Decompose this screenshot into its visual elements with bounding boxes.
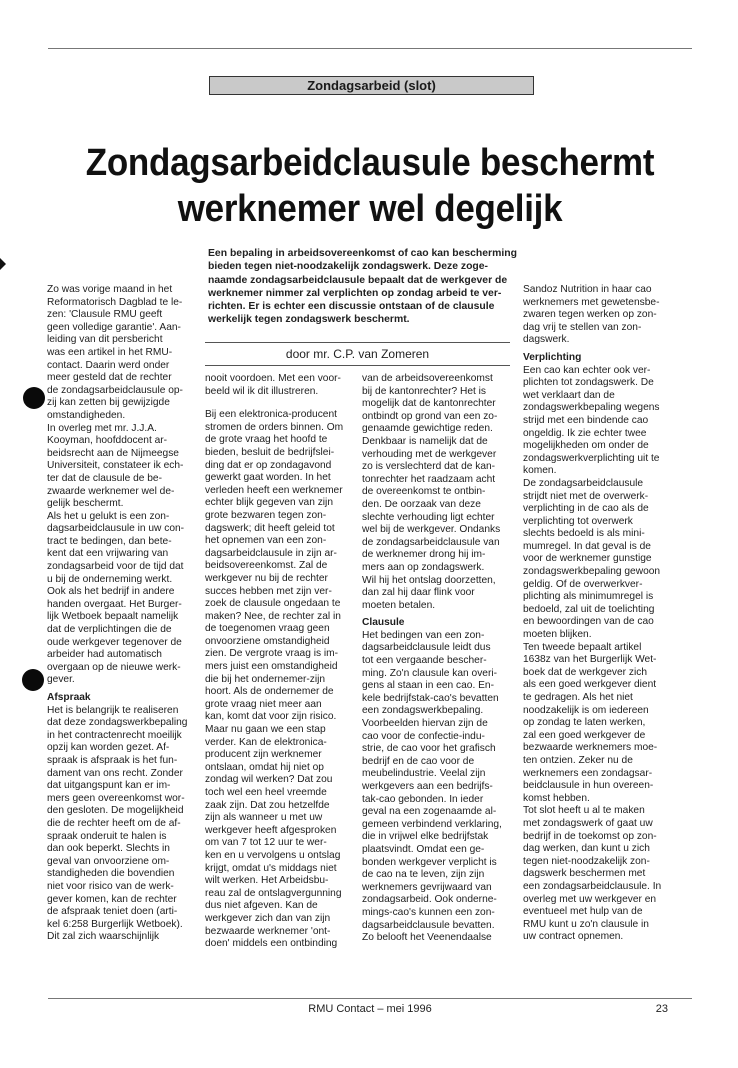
body-line: dag werken, dan kunt u zich — [523, 843, 650, 855]
body-line: Wil hij het ontslag doorzetten, — [362, 574, 496, 586]
body-line: komst hebben. — [523, 792, 590, 804]
body-line: den gesloten. De mogelijkheid — [47, 805, 184, 817]
body-line: een zondagswerkbepaling. — [362, 705, 484, 717]
body-line: bieden, besluit de bedrijfslei- — [205, 446, 335, 458]
body-line: het opnemen van een zon- — [205, 535, 327, 547]
body-line: dat deze zondagswerkbepaling — [47, 717, 188, 729]
body-line: komen. — [523, 465, 557, 477]
body-line: tegen niet-noodzakelijk zon- — [523, 855, 650, 867]
body-line: werkgever zich dan van zijn — [205, 912, 331, 924]
body-line: bij de kantonrechter? Het is — [362, 385, 487, 397]
body-line: verplichting in de cao als de — [523, 503, 649, 515]
body-line: Zo belooft het Veenendaalse — [362, 932, 492, 944]
body-line: op zondag te laten werken, — [523, 717, 646, 729]
body-line: dag vrij te stellen van zon- — [523, 321, 642, 333]
body-line: beidclausule in hun overeen- — [523, 780, 654, 792]
body-line: zijn als wanneer u met uw — [205, 812, 323, 824]
body-line: boek dat de werkgever zich — [523, 666, 648, 678]
body-line: dagsarbeidclausule bevatten. — [362, 919, 495, 931]
body-line: opzij kan worden gezet. Af- — [47, 742, 170, 754]
body-line: dagsarbeidclausule in zijn ar- — [205, 547, 337, 559]
body-line: de zondagsarbeidclausule op- — [47, 384, 183, 396]
body-line: om van 7 tot 12 uur te wer- — [205, 837, 327, 849]
body-line: zondagsarbeid. Ook onderne- — [362, 894, 497, 906]
section-heading: Verplichting — [523, 351, 582, 363]
body-line: handen overgaat. Het Burger- — [47, 598, 182, 610]
body-line: plichting als minimumregel is — [523, 591, 654, 603]
body-line: toch wel een heel vreemde — [205, 787, 327, 798]
body-line: die in vrijwel elke bedrijfstak — [362, 831, 489, 843]
headline — [66, 140, 673, 232]
body-line: Bij een elektronica-producent — [205, 409, 337, 421]
body-line: gever komen, kan de rechter — [47, 893, 177, 905]
body-line: reau zal de ontslagvergunning — [205, 887, 342, 899]
body-line: krijgt, omdat u's middags niet — [205, 862, 337, 874]
body-line: contact. Daarin werd onder — [47, 359, 170, 371]
body-line: bezwaarde werknemer 'ont- — [205, 925, 331, 937]
body-line: nooit voordoen. Met een voor- — [205, 373, 341, 384]
body-line: beidsovereenkomst. Zal de — [205, 560, 328, 572]
intro-line: richten. Er is echter een discussie ontstaan of de clausule — [208, 301, 495, 313]
body-line: echter blijk gegeven van zijn — [205, 497, 333, 509]
body-line: Reformatorisch Dagblad te le- — [47, 296, 183, 308]
body-line: ten ontzien. Zeker nu de — [523, 754, 633, 766]
body-line: werkgever nu bij de rechter — [205, 572, 328, 584]
intro-paragraph — [208, 247, 517, 327]
body-line: zien. De vergrote vraag is im- — [205, 648, 339, 660]
body-line: de zondagsarbeidclausule van — [362, 536, 500, 548]
body-line: spraak onderuit te halen is — [47, 830, 167, 842]
body-line: verder. Kan de elektronica- — [205, 736, 327, 748]
body-line: van de arbeidsovereenkomst — [362, 373, 493, 384]
body-line: bonden werkgever verplicht is — [362, 856, 497, 868]
body-line: uw contract opnemen. — [523, 931, 624, 943]
body-line: de toegenomen vraag geen — [205, 623, 330, 635]
body-line: strijdt niet met de overwerk- — [523, 490, 649, 502]
body-line: zwaren tegen werken op zon- — [523, 309, 657, 321]
body-line: slechts bedoeld is als mini- — [523, 528, 645, 540]
edge-mark — [0, 258, 6, 270]
body-line: de overeenkomst te ontbin- — [362, 486, 486, 498]
body-line: Voorbeelden hiervan zijn de — [362, 718, 488, 730]
body-line: zaak zijn. Dat zou hetzelfde — [205, 799, 330, 811]
top-rule — [48, 48, 692, 49]
body-line: dagsarbeidclausule in uw con- — [47, 523, 185, 535]
body-line: bedrijf en de cao voor de — [362, 755, 475, 767]
intro-line: naamde zondagsarbeidclausule bepaalt dat de werkgever de — [208, 274, 508, 286]
body-line: Universiteit, constateer ik ech- — [47, 460, 184, 472]
body-line: tonrechter het raadzaam acht — [362, 473, 496, 485]
body-line: oude werkgever tegenover de — [47, 636, 182, 648]
body-line: ming. Zo'n clausule kan overi- — [362, 667, 498, 679]
body-line: Ook als het bedrijf in andere — [47, 586, 175, 598]
body-line: slechte verhouding ligt echter — [362, 511, 495, 523]
body-line: den. De oorzaak van deze — [362, 498, 481, 510]
body-line: ontslaan, omdat hij niet op — [205, 761, 324, 773]
body-line: mogelijkheden om onder de — [523, 440, 649, 452]
body-line: geldig. Of de overwerkver- — [523, 578, 643, 590]
body-line: RMU kunt u zo'n clausule in — [523, 918, 649, 930]
body-line: Tot slot heeft u al te maken — [523, 805, 645, 817]
intro-line: werknemer nimmer zal verplichten op zondag arbeid te ver- — [208, 287, 502, 299]
body-line: de grote vraag het hoofd te — [205, 434, 328, 446]
body-line: lijk Wetboek bepaalt namelijk — [47, 611, 179, 623]
body-line: werknemers een zondagsar- — [523, 767, 653, 779]
body-line: kel 6:258 Burgerlijk Wetboek). — [47, 918, 183, 930]
body-line: dat de verplichtingen die de — [47, 624, 172, 636]
body-line: te gedragen. Als het niet — [523, 692, 633, 703]
intro-line: Een bepaling in arbeidsovereenkomst of cao kan bescherming — [208, 248, 517, 259]
body-line: kele bedrijfstak-cao's bevatten — [362, 692, 499, 704]
section-tag: Zondagsarbeid (slot) — [209, 76, 534, 95]
body-line: mings-cao's kunnen een zon- — [362, 906, 495, 918]
body-line: zen: 'Clausule RMU geeft — [47, 309, 163, 321]
headline-line: Zondagsarbeidclausule beschermt — [85, 142, 655, 184]
body-line: zo is verslechterd dat de kan- — [362, 461, 496, 473]
body-line: tak-cao gebonden. In ieder — [362, 793, 484, 805]
body-line: gelijk beschermt. — [47, 498, 124, 510]
body-line: bezwaarde werknemers moe- — [523, 742, 658, 754]
body-line: zij kan zetten bij gewijzigde — [47, 397, 170, 409]
body-line: zondagswerkbepaling wegens — [523, 402, 660, 414]
body-line: ter dat de clausule de be- — [47, 472, 162, 484]
body-line: in het contractenrecht moeilijk — [47, 729, 182, 741]
body-line: genaamde gewichtige reden. — [362, 423, 493, 435]
body-line: voor de werknemer gunstige — [523, 553, 652, 565]
body-line: mogelijk dat de kantonrechter — [362, 398, 496, 410]
body-line: dagswerk beschermen met — [523, 868, 646, 880]
body-line: 1638z van het Burgerlijk Wet- — [523, 654, 657, 666]
body-line: cao voor de confectie-indu- — [362, 730, 485, 742]
body-line: Maar nu gaan we een stap — [205, 724, 326, 736]
body-line: eventueel met hulp van de — [523, 906, 643, 918]
body-line: Kooyman, hoofddocent ar- — [47, 435, 168, 447]
section-heading: Clausule — [362, 617, 405, 629]
body-line: onvoorziene omstandigheid — [205, 635, 330, 647]
body-line: moeten blijken. — [523, 629, 592, 641]
body-line: kan, komt dat voor zijn risico. — [205, 711, 337, 723]
body-line: moeten betalen. — [362, 599, 436, 611]
body-line: met zondagswerk of gaat uw — [523, 817, 653, 829]
footer-rule — [48, 998, 692, 999]
body-line: die de rechter heeft om de af- — [47, 817, 181, 829]
body-line: dat uitgangspunt kan er im- — [47, 780, 171, 792]
body-line: spraak is afspraak is het fun- — [47, 754, 178, 766]
body-line: Het bedingen van een zon- — [362, 629, 485, 641]
body-line: Sandoz Nutrition in haar cao — [523, 284, 652, 295]
body-line: tract te bedingen, dan bete- — [47, 535, 172, 547]
body-line: verplichting tot overwerk — [523, 515, 633, 527]
body-line: wilt werken. Het Arbeidsbu- — [205, 875, 329, 887]
body-line: noodzakelijk is om iedereen — [523, 704, 649, 716]
body-line: u bij de onderneming werkt. — [47, 573, 173, 585]
body-line: leiding van dit persbericht — [47, 334, 163, 346]
body-line: zwaarde werknemer wel de- — [47, 485, 175, 497]
body-line: zondagswerkverplichting uit te — [523, 452, 660, 464]
body-line: mers juist een omstandigheid — [205, 661, 338, 673]
body-line: mumregel. In dat geval is de — [523, 540, 651, 552]
body-line: maken? Nee, de rechter zal in — [205, 610, 341, 622]
body-line: gemeen verbindend verklaring, — [362, 818, 502, 830]
body-line: mers aan op zondagswerk. — [362, 561, 485, 573]
body-line: geval van onvoorziene om- — [47, 855, 170, 867]
body-line: doen' middels een ontbinding — [205, 938, 338, 950]
body-line: stromen de orders binnen. Om — [205, 421, 344, 433]
body-line: zondagswerkbepaling gewoon — [523, 566, 661, 578]
column-3 — [362, 373, 510, 945]
body-line: bedoeld, zal uit de toelichting — [523, 603, 655, 615]
body-line: tot een vergaande bescher- — [362, 655, 487, 667]
page-number: 23 — [655, 1003, 668, 1015]
body-line: overgaan op de nieuwe werk- — [47, 661, 181, 673]
paragraph-gap — [205, 398, 353, 409]
body-line: producent zijn werknemer — [205, 749, 322, 761]
body-line: zondagsarbeid voor de tijd dat — [47, 561, 184, 573]
body-line: grote bezwaren tegen zon- — [205, 509, 327, 521]
body-line: ontbindt op grond van een zo- — [362, 410, 498, 422]
body-line: omstandigheden. — [47, 409, 126, 421]
body-line: gens al staan in een cao. En- — [362, 680, 494, 692]
intro-line: bieden tegen niet-noodzakelijk zondagswerk. Deze zoge- — [208, 261, 489, 273]
body-line: meer gesteld dat de rechter — [47, 372, 172, 384]
body-line: ding dat er op zondagavond — [205, 459, 332, 471]
body-line: dagsarbeidclausule leidt dus — [362, 642, 491, 654]
body-line: verhouding met de werkgever — [362, 448, 497, 460]
punch-hole-mark — [22, 669, 44, 691]
body-line: De zondagsarbeidclausule — [523, 477, 644, 489]
body-line: die bij het ondernemer-zijn — [205, 673, 326, 685]
body-line: plaatsvindt. Omdat een ge- — [362, 843, 485, 855]
body-line: strie, de cao voor het grafisch — [362, 743, 496, 755]
body-line: Denkbaar is namelijk dat de — [362, 435, 488, 447]
body-line: grote vraag niet meer aan — [205, 698, 322, 710]
body-line: werknemers gevrijwaard van — [362, 881, 492, 893]
body-line: dament van ons recht. Zonder — [47, 767, 183, 779]
section-heading: Afspraak — [47, 692, 91, 703]
body-line: Dit zal zich waarschijnlijk — [47, 931, 160, 943]
body-line: werkgever heeft afgesproken — [205, 824, 337, 836]
body-line: werknemers met gewetensbe- — [523, 296, 660, 308]
body-line: geval na een zogenaamde al- — [362, 806, 497, 818]
body-line: Ten tweede bepaalt artikel — [523, 641, 642, 653]
body-line: de cao na te leven, zijn zijn — [362, 869, 485, 881]
body-line: Als het u gelukt is een zon- — [47, 510, 170, 522]
body-line: bedrijf in de toekomst op zon- — [523, 830, 657, 842]
body-line: ken en u vervolgens u ontslag — [205, 849, 341, 861]
column-1 — [47, 284, 197, 944]
body-line: zondag wil werken? Dat zou — [205, 774, 333, 786]
body-line: de werknemer drong hij im- — [362, 549, 486, 561]
body-line: hoort. Als de ondernemer de — [205, 686, 334, 698]
body-line: dus niet afgeven. Kan de — [205, 900, 318, 912]
byline: door mr. C.P. van Zomeren — [285, 347, 430, 361]
body-line: dagswerk; dit heeft geleid tot — [205, 522, 335, 534]
body-line: ongeldig. Ik zie echter twee — [523, 427, 647, 439]
body-line: dan ook beperkt. Slechts in — [47, 843, 170, 855]
body-line: zoek de clausule ongedaan te — [205, 598, 341, 610]
body-line: succes hebben met zijn ver- — [205, 585, 332, 597]
body-line: In overleg met mr. J.J.A. — [47, 422, 157, 434]
body-line: meubelindustrie. Veelal zijn — [362, 768, 486, 780]
body-line: als een goed werkgever dient — [523, 679, 657, 691]
body-line: gewerkt gaat worden. In het — [205, 472, 331, 484]
body-line: kent dat een vrijwaring van — [47, 548, 169, 560]
body-line: Zo was vorige maand in het — [47, 284, 173, 295]
body-line: beidsrecht aan de Nijmeegse — [47, 447, 179, 459]
byline-rule-bottom — [205, 365, 510, 366]
body-line: dan zal hij daar flink voor — [362, 587, 475, 599]
headline-line: werknemer wel degelijk — [177, 188, 563, 230]
column-2 — [205, 373, 353, 951]
body-line: dagswerk. — [523, 334, 570, 346]
body-line: en bewoordingen van de cao — [523, 616, 654, 628]
body-line: verleden heeft een werknemer — [205, 484, 343, 496]
body-line: niet voor risico van de werk- — [47, 880, 174, 892]
body-line: wel bij de werkgever. Ondanks — [362, 524, 501, 536]
body-line: strijd met een bindende cao — [523, 414, 649, 426]
body-line: wet verklaart dan de — [523, 389, 615, 401]
column-4 — [523, 284, 683, 944]
intro-line: werkelijk tegen zondagswerk beschermt. — [208, 314, 410, 326]
body-line: werkgevers aan een bedrijfs- — [362, 781, 493, 792]
byline-rule-top — [205, 342, 510, 343]
body-line: Een cao kan echter ook ver- — [523, 364, 651, 376]
footer-publication: RMU Contact – mei 1996 — [308, 1003, 432, 1015]
body-line: geen volledige garantie'. Aan- — [47, 321, 181, 333]
body-line: Het is belangrijk te realiseren — [47, 704, 179, 716]
punch-hole-mark — [23, 387, 45, 409]
body-line: gever. — [47, 674, 75, 686]
body-line: zal een goed werkgever de — [523, 729, 646, 741]
body-line: was een artikel in het RMU- — [47, 346, 173, 358]
body-line: overleg met uw werkgever en — [523, 893, 657, 905]
body-line: een zondagsarbeidclausule. In — [523, 880, 662, 892]
body-line: plichten tot zondagswerk. De — [523, 377, 654, 389]
body-line: de afspraak teniet doen (arti- — [47, 906, 178, 918]
body-line: standigheden die bovendien — [47, 868, 175, 880]
body-line: mers geen overeenkomst wor- — [47, 792, 185, 804]
body-line: beeld wil ik dit illustreren. — [205, 385, 319, 397]
body-line: arbeider had automatisch — [47, 649, 162, 661]
